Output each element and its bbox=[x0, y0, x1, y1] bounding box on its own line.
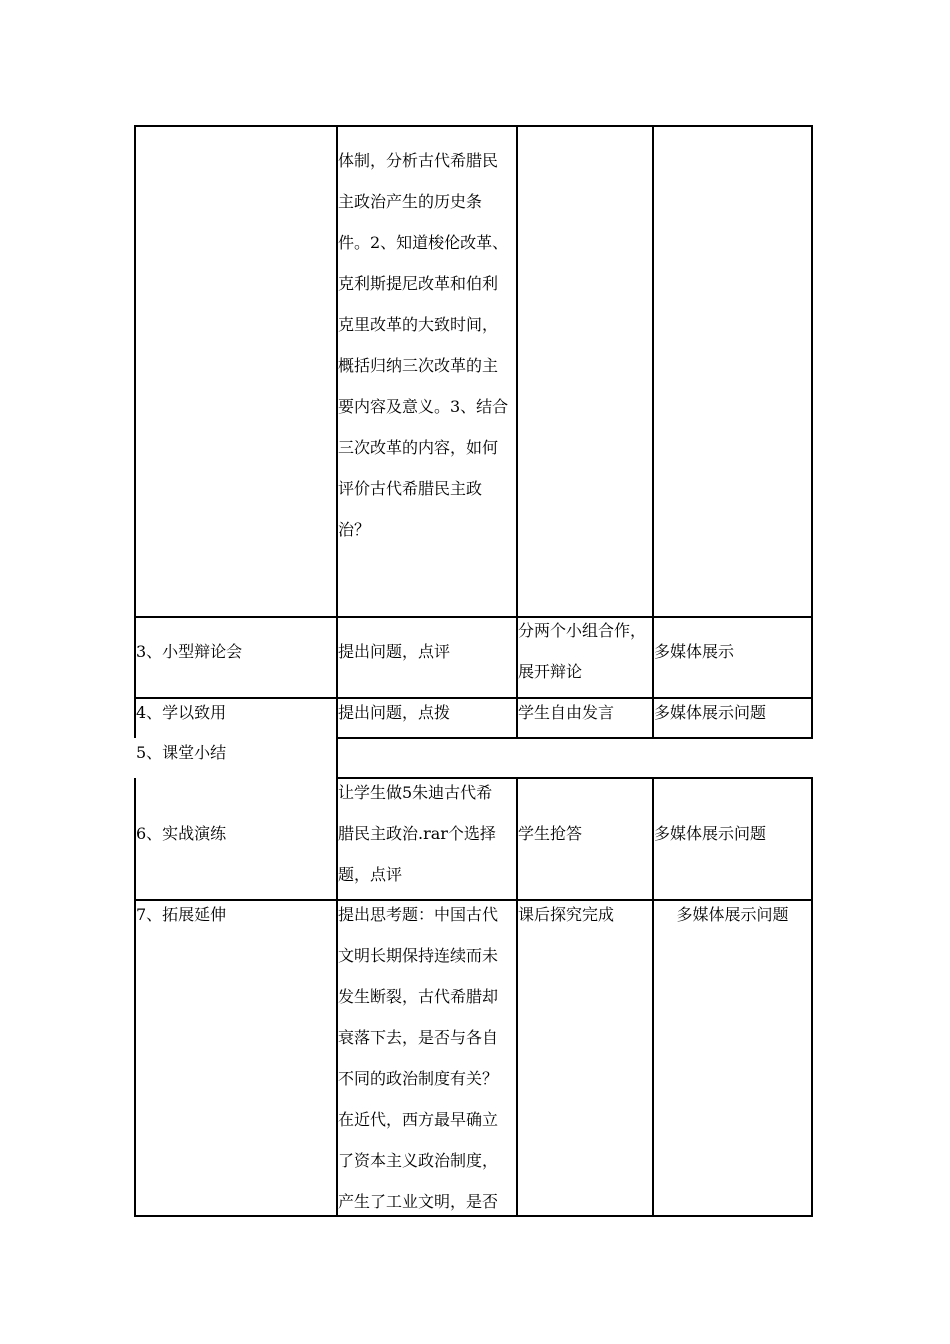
step-label-text: 7、拓展延伸 bbox=[136, 905, 227, 924]
student-activity bbox=[518, 610, 652, 692]
student-activity bbox=[518, 894, 652, 935]
objective-line: 治？ bbox=[338, 520, 371, 539]
media bbox=[654, 894, 811, 935]
teacher-activity-text: 文明长期保持连续而未 bbox=[338, 946, 499, 965]
objective-line: 概括归纳三次改革的主 bbox=[338, 356, 499, 375]
step-label-text: 3、小型辩论会 bbox=[136, 642, 243, 661]
teacher-activity-text: 不同的政治制度有关？ bbox=[338, 1069, 499, 1088]
media-text: 多媒体展示 bbox=[654, 642, 735, 661]
step-label-text: 4、学以致用 bbox=[136, 703, 227, 722]
teacher-activity-text: 提出思考题：中国古代 bbox=[338, 905, 499, 924]
row-divider bbox=[134, 616, 813, 618]
objective-line: 三次改革的内容，如何 bbox=[338, 438, 499, 457]
teacher-activity-text: 让学生做5朱迪古代希 bbox=[338, 783, 493, 802]
student-activity-text: 学生自由发言 bbox=[518, 703, 615, 722]
teacher-activity bbox=[338, 631, 516, 672]
step-label bbox=[136, 631, 336, 672]
media bbox=[654, 813, 811, 854]
objective-line: 主政治产生的历史条 bbox=[338, 192, 483, 211]
step-label bbox=[136, 732, 336, 773]
teacher-activity bbox=[338, 894, 516, 1222]
objective-line: 克利斯提尼改革和伯利 bbox=[338, 274, 499, 293]
media bbox=[654, 631, 811, 672]
teacher-activity-text: 在近代，西方最早确立 bbox=[338, 1110, 499, 1129]
media-text: 多媒体展示问题 bbox=[654, 703, 767, 722]
objective-line: 体制，分析古代希腊民 bbox=[338, 151, 499, 170]
table-border-right bbox=[811, 125, 813, 738]
teacher-activity-text: 发生断裂，古代希腊却 bbox=[338, 987, 499, 1006]
media bbox=[654, 692, 811, 733]
table-border-right bbox=[811, 778, 813, 1217]
student-activity-text: 展开辩论 bbox=[518, 662, 583, 681]
step-label bbox=[136, 813, 336, 854]
table-border-top bbox=[134, 125, 813, 127]
teacher-activity-text: 提出问题，点拨 bbox=[338, 703, 451, 722]
objective-line: 评价古代希腊民主政 bbox=[338, 479, 483, 498]
teacher-activity-text: 产生了工业文明，是否 bbox=[338, 1192, 499, 1211]
teacher-activity-text: 腊民主政治.rar个选择 bbox=[338, 824, 496, 843]
media-text: 多媒体展示问题 bbox=[654, 824, 767, 843]
teacher-activity-text: 题，点评 bbox=[338, 865, 403, 884]
teacher-activity-text: 提出问题，点评 bbox=[338, 642, 451, 661]
student-activity bbox=[518, 692, 652, 733]
objective-line: 克里改革的大致时间， bbox=[338, 315, 499, 334]
teacher-activity bbox=[338, 692, 516, 733]
step-label-text: 6、实战演练 bbox=[136, 824, 227, 843]
student-activity bbox=[518, 813, 652, 854]
table-row bbox=[338, 140, 516, 550]
teacher-activity-text: 了资本主义政治制度， bbox=[338, 1151, 499, 1170]
row-divider bbox=[336, 737, 813, 739]
step-label bbox=[136, 692, 336, 733]
teacher-activity bbox=[338, 772, 516, 895]
student-activity-text: 学生抢答 bbox=[518, 824, 583, 843]
objective-line: 要内容及意义。3、结合 bbox=[338, 397, 509, 416]
media-text: 多媒体展示问题 bbox=[676, 905, 789, 924]
objective-line: 件。2、知道梭伦改革、 bbox=[338, 233, 509, 252]
step-label-text: 5、课堂小结 bbox=[136, 743, 227, 762]
teacher-activity-text: 衰落下去，是否与各自 bbox=[338, 1028, 499, 1047]
step-label bbox=[136, 894, 336, 935]
student-activity-text: 分两个小组合作， bbox=[518, 621, 647, 640]
student-activity-text: 课后探究完成 bbox=[518, 905, 615, 924]
